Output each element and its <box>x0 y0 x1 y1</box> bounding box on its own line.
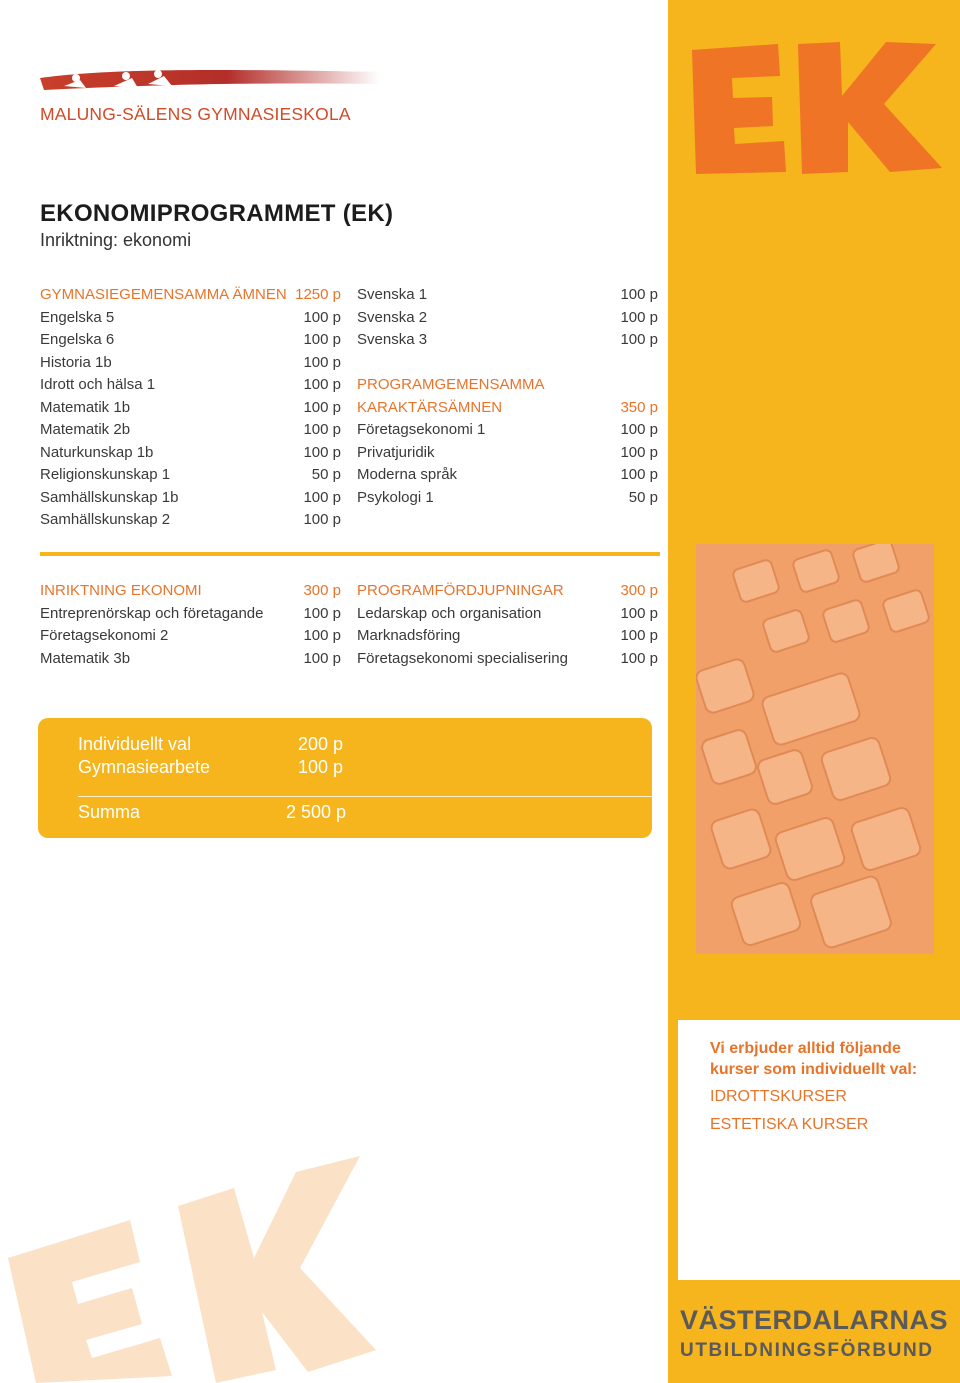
heading-total: 1250 p <box>295 286 341 303</box>
course-name: Företagsekonomi 1 <box>357 421 486 438</box>
course-row <box>40 397 341 420</box>
course-name: Svenska 1 <box>357 286 428 303</box>
info-item-estetiska: ESTETISKA KURSER <box>710 1116 869 1133</box>
course-points: 100 p <box>303 376 341 393</box>
section-heading <box>40 580 341 603</box>
course-name: Privatjuridik <box>357 443 435 461</box>
individuellt-label: Individuellt val <box>78 734 192 754</box>
course-row <box>40 419 341 442</box>
course-points: 100 p <box>303 443 341 461</box>
course-name: Idrott och hälsa 1 <box>40 376 156 393</box>
course-points: 100 p <box>620 604 658 622</box>
heading-label: PROGRAMFÖRDJUPNINGAR <box>357 582 564 599</box>
course-points: 100 p <box>303 604 341 622</box>
course-points: 100 p <box>620 421 658 438</box>
course-points: 50 p <box>628 488 658 506</box>
course-name: Svenska 3 <box>357 331 428 348</box>
course-points: 100 p <box>620 627 658 644</box>
course-row <box>40 625 341 648</box>
school-name: MALUNG-SÄLENS GYMNASIESKOLA <box>40 104 351 124</box>
course-points: 100 p <box>620 443 658 461</box>
course-row <box>357 648 658 671</box>
course-row <box>40 464 341 487</box>
section-heading <box>40 284 341 307</box>
heading-label: PROGRAMGEMENSAMMA <box>357 376 545 393</box>
section-divider <box>40 552 660 556</box>
course-name: Ledarskap och organisation <box>357 604 542 622</box>
course-points: 100 p <box>303 649 341 667</box>
info-box <box>678 1020 960 1280</box>
heading-label: INRIKTNING EKONOMI <box>40 582 202 599</box>
page-subtitle: Inriktning: ekonomi <box>40 230 192 250</box>
course-row <box>357 464 658 487</box>
course-row <box>40 509 341 532</box>
course-name: Historia 1b <box>40 353 112 371</box>
course-name: Företagsekonomi 2 <box>40 627 169 644</box>
course-row <box>357 625 658 648</box>
course-name: Psykologi 1 <box>357 488 434 506</box>
info-text-line2: kurser som individuellt val: <box>710 1061 918 1078</box>
course-points: 100 p <box>620 331 658 348</box>
heading-label: KARAKTÄRSÄMNEN <box>357 398 503 416</box>
course-row <box>357 487 658 510</box>
course-name: Religionskunskap 1 <box>40 466 171 483</box>
summa-label: Summa <box>78 802 141 822</box>
course-name: Företagsekonomi specialisering <box>357 649 568 667</box>
info-item-idrott: IDROTTSKURSER <box>710 1088 847 1105</box>
summary-box <box>38 718 652 838</box>
gymnasiearbete-label: Gymnasiearbete <box>78 757 211 777</box>
course-row <box>40 374 341 397</box>
course-points: 100 p <box>620 308 658 326</box>
info-text-line1: Vi erbjuder alltid följande <box>710 1040 901 1057</box>
heading-label: GYMNASIEGEMENSAMMA ÄMNEN <box>40 286 287 303</box>
course-name: Marknadsföring <box>357 627 461 644</box>
course-points: 100 p <box>303 488 341 506</box>
course-points: 100 p <box>620 286 658 303</box>
section-heading <box>357 397 658 420</box>
course-row <box>40 352 341 375</box>
course-row <box>40 603 341 626</box>
course-name: Engelska 6 <box>40 331 115 348</box>
course-points: 50 p <box>311 466 341 483</box>
course-points: 100 p <box>620 466 658 483</box>
heading-total: 300 p <box>303 582 341 599</box>
course-name: Naturkunskap 1b <box>40 443 154 461</box>
course-points: 100 p <box>303 627 341 644</box>
course-row <box>40 487 341 510</box>
course-points: 100 p <box>303 421 341 438</box>
heading-total: 300 p <box>620 582 658 599</box>
course-name: Matematik 2b <box>40 421 131 438</box>
section-heading <box>357 580 658 603</box>
individuellt-points: 200 p <box>298 734 344 754</box>
gymnasiearbete-points: 100 p <box>298 757 344 777</box>
course-row <box>357 603 658 626</box>
course-name: Entreprenörskap och företagande <box>40 604 264 622</box>
course-row <box>357 329 658 352</box>
course-name: Svenska 2 <box>357 308 428 326</box>
course-points: 100 p <box>303 511 341 528</box>
course-row <box>40 442 341 465</box>
course-name: Matematik 1b <box>40 398 131 416</box>
course-row <box>357 419 658 442</box>
section-heading <box>357 374 658 397</box>
course-points: 100 p <box>303 308 341 326</box>
course-row <box>357 442 658 465</box>
summa-points: 2 500 p <box>286 802 347 822</box>
course-name: Samhällskunskap 1b <box>40 488 179 506</box>
course-points: 100 p <box>620 649 658 667</box>
course-points: 100 p <box>303 398 341 416</box>
footer-org-line1: VÄSTERDALARNAS <box>680 1305 949 1335</box>
course-row <box>40 307 341 330</box>
course-points: 100 p <box>303 331 341 348</box>
course-name: Engelska 5 <box>40 308 115 326</box>
page-title: EKONOMIPROGRAMMET (EK) <box>40 200 394 227</box>
course-name: Matematik 3b <box>40 649 131 667</box>
course-name: Moderna språk <box>357 466 458 483</box>
footer-org-line2: UTBILDNINGSFÖRBUND <box>680 1340 934 1361</box>
summary-divider <box>78 796 652 797</box>
course-row <box>357 307 658 330</box>
course-row <box>357 284 658 307</box>
ek-logo-graphic <box>690 40 950 175</box>
keyboard-photo <box>696 544 934 954</box>
school-logo-swoosh-icon <box>40 64 380 104</box>
heading-total: 350 p <box>620 398 658 416</box>
course-points: 100 p <box>303 353 341 371</box>
ek-watermark-graphic <box>0 1150 380 1383</box>
course-row <box>40 329 341 352</box>
course-row <box>40 648 341 671</box>
course-name: Samhällskunskap 2 <box>40 511 171 528</box>
